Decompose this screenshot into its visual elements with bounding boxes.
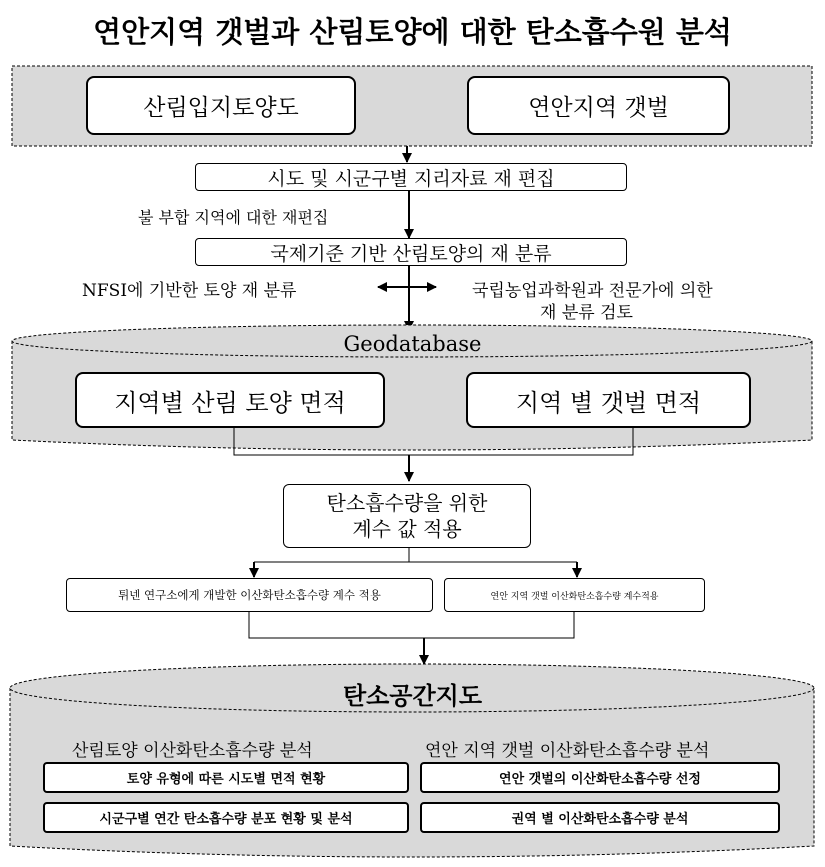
forest-item-2: 시군구별 연간 탄소흡수량 분포 현황 및 분석 [43, 802, 409, 833]
review-note-line1: 국립농업과학원과 전문가에 의한 [472, 281, 713, 301]
merge-lines-2 [249, 612, 574, 638]
coefficient-line2: 계수 값 적용 [352, 517, 462, 541]
review-note-line2: 재 분류 검토 [540, 303, 633, 323]
coefficient-line1: 탄소흡수량을 위한 [326, 491, 488, 515]
step-reclassify-box: 국제기준 기반 산림토양의 재 분류 [195, 238, 627, 266]
tidal-analysis-heading: 연안 지역 갯벌 이산화탄소흡수량 분석 [425, 741, 710, 761]
thuenen-coefficient-box: 튀넨 연구소에게 개발한 이산화탄소흡수량 계수 적용 [66, 578, 433, 612]
tidal-coefficient-box: 연안 지역 갯벌 이산화탄소흡수량 계수적용 [444, 578, 705, 612]
tidal-item-2: 권역 별 이산화탄소흡수량 분석 [420, 802, 780, 833]
step-reedit-box: 시도 및 시군구별 지리자료 재 편집 [195, 163, 627, 191]
coastal-tidal-flat-box: 연안지역 갯벌 [467, 76, 730, 135]
coefficient-box [283, 484, 531, 548]
tidal-flat-area-box: 지역 별 갯벌 면적 [466, 372, 751, 428]
geodatabase-title: Geodatabase [343, 332, 482, 356]
page-title: 연안지역 갯벌과 산림토양에 대한 탄소흡수원 분석 [93, 15, 732, 49]
nfsi-note: NFSI에 기반한 토양 재 분류 [82, 281, 297, 301]
tidal-item-1: 연안 갯벌의 이산화탄소흡수량 선정 [420, 762, 780, 793]
forest-item-1: 토양 유형에 따른 시도별 면적 현황 [43, 762, 409, 793]
forest-soil-map-box: 산림입지토양도 [86, 76, 356, 135]
forest-analysis-heading: 산림토양 이산화탄소흡수량 분석 [72, 741, 313, 761]
forest-soil-area-box: 지역별 산림 토양 면적 [75, 372, 385, 428]
step1-note: 불 부합 지역에 대한 재편집 [138, 208, 329, 227]
carbon-map-title: 탄소공간지도 [342, 681, 483, 710]
